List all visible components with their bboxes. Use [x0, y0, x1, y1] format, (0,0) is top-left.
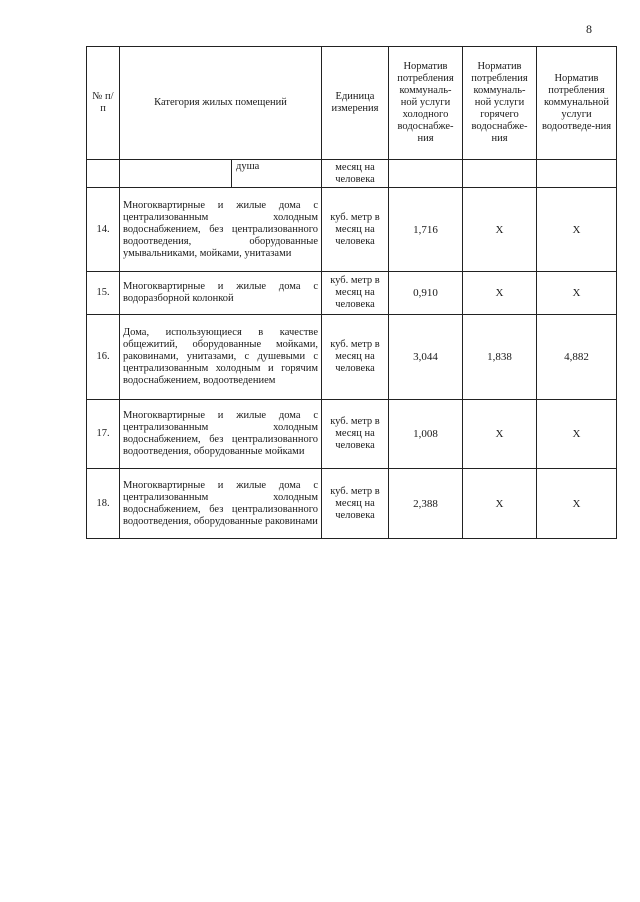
- cell-category: Многоквартирные и жилые дома с централизованным холодным водоснабжением, без централизованного водоотведения, оборудованные умывальниками, мойками, унитазами: [120, 188, 322, 272]
- cell-drainage: Х: [537, 272, 617, 315]
- header-cold-water: Норматив потребления коммуналь-ной услуги холодного водоснабже-ния: [389, 47, 463, 160]
- cell-cold-water: 3,044: [389, 315, 463, 400]
- cell-hot-water: Х: [463, 469, 537, 539]
- cell-category: Дома, использующиеся в качестве общежитий, оборудованные мойками, раковинами, унитазами, с душевыми с централизованным холодным и горячим водоснабжением, водоотведением: [120, 315, 322, 400]
- header-hot-water: Норматив потребления коммуналь-ной услуги горячего водоснабже-ния: [463, 47, 537, 160]
- cell-category: Многоквартирные и жилые дома с водоразборной колонкой: [120, 272, 322, 315]
- category-tail: душа: [236, 161, 260, 172]
- page-number: 8: [586, 22, 592, 36]
- cell-cold-water: 0,910: [389, 272, 463, 315]
- cell-unit: куб. метр в месяц на человека: [322, 315, 389, 400]
- cell-category: Многоквартирные и жилые дома с централизованным холодным водоснабжением, без централизованного водоотведения, оборудованные мойками: [120, 400, 322, 469]
- cell-subdivider: [123, 160, 232, 187]
- cell-category: Многоквартирные и жилые дома с централизованным холодным водоснабжением, без централизованного водоотведения, оборудованные раковинами: [120, 469, 322, 539]
- table-row: [87, 469, 617, 539]
- cell-hot-water: Х: [463, 188, 537, 272]
- cell-unit: месяц на человека: [322, 160, 389, 188]
- cell-cold-water: 1,716: [389, 188, 463, 272]
- cell-empty: [463, 160, 537, 188]
- cell-cold-water: 2,388: [389, 469, 463, 539]
- cell-drainage: Х: [537, 188, 617, 272]
- cell-cold-water: 1,008: [389, 400, 463, 469]
- header-unit: Единица измерения: [322, 47, 389, 160]
- cell-category-continuation: [120, 160, 322, 188]
- cell-drainage: Х: [537, 469, 617, 539]
- cell-unit: куб. метр в месяц на человека: [322, 188, 389, 272]
- cell-empty: [87, 160, 120, 188]
- table-header-row: [87, 47, 617, 160]
- cell-empty: [537, 160, 617, 188]
- cell-unit: куб. метр в месяц на человека: [322, 272, 389, 315]
- cell-hot-water: 1,838: [463, 315, 537, 400]
- table-row: [87, 272, 617, 315]
- cell-num: 18.: [87, 469, 120, 539]
- table-row: [87, 188, 617, 272]
- cell-num: 14.: [87, 188, 120, 272]
- cell-unit: куб. метр в месяц на человека: [322, 469, 389, 539]
- cell-hot-water: Х: [463, 272, 537, 315]
- cell-hot-water: Х: [463, 400, 537, 469]
- table-row-continuation: [87, 160, 617, 188]
- header-category: Категория жилых помещений: [120, 47, 322, 160]
- cell-num: 16.: [87, 315, 120, 400]
- cell-drainage: Х: [537, 400, 617, 469]
- cell-num: 15.: [87, 272, 120, 315]
- table-row: [87, 400, 617, 469]
- norms-table: [86, 46, 617, 539]
- header-num: № п/п: [87, 47, 120, 160]
- cell-drainage: 4,882: [537, 315, 617, 400]
- header-drainage: Норматив потребления коммунальной услуги водоотведе-ния: [537, 47, 617, 160]
- table-row: [87, 315, 617, 400]
- cell-num: 17.: [87, 400, 120, 469]
- cell-empty: [389, 160, 463, 188]
- cell-unit: куб. метр в месяц на человека: [322, 400, 389, 469]
